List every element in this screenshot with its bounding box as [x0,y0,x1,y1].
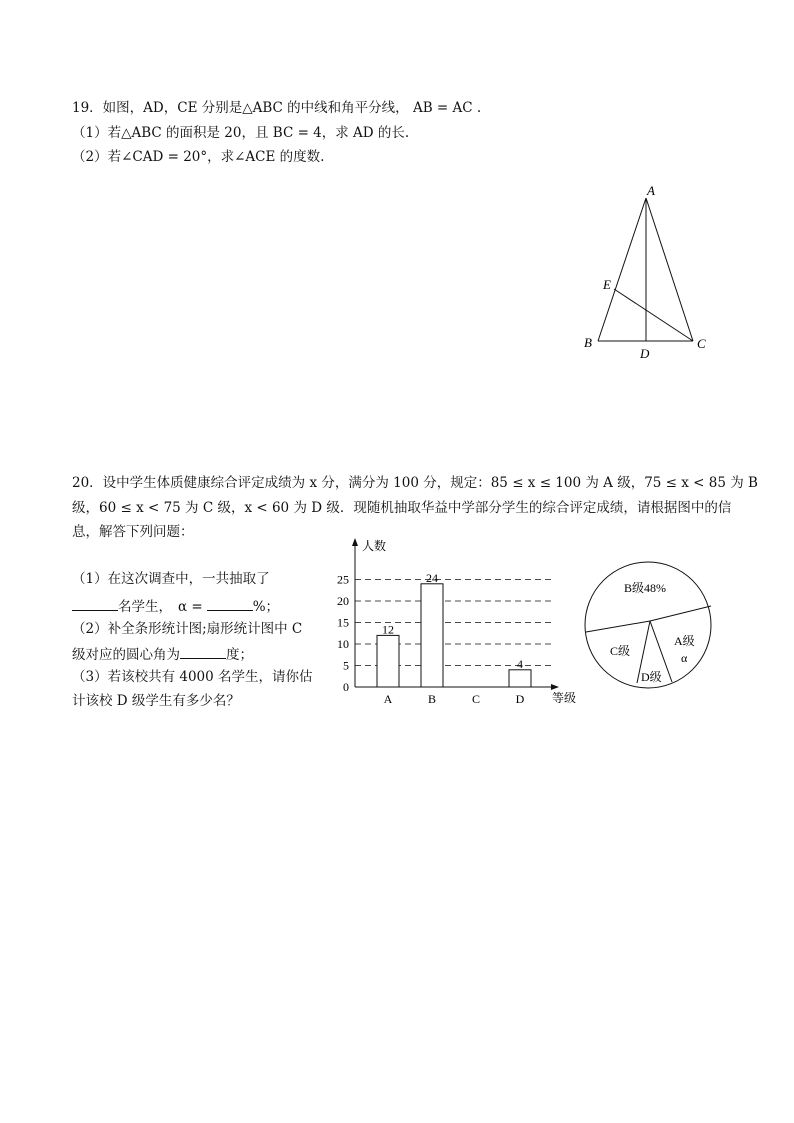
q19-line2: （1）若△ABC 的面积是 20，且 BC = 4，求 AD 的长. [72,125,410,141]
y-axis-arrow [352,538,358,546]
q19-line3: （2）若∠CAD = 20°，求∠ACE 的度数. [72,149,325,165]
q20-sub1-line [72,596,279,616]
q19-line1: 19．如图，AD，CE 分别是△ABC 的中线和角平分线， AB = AC . [72,100,482,116]
q20-sub2-line [72,644,253,664]
q20-sub2a: （2）补全条形统计图;扇形统计图中 C [72,621,303,637]
q20-sub1d: %； [252,599,280,615]
side-ac [646,198,693,341]
y-tick-label: 0 [343,680,349,694]
label-e: E [603,277,611,292]
bar [421,584,443,687]
label-b: B [584,335,592,350]
q20-line3: 息，解答下列问题： [72,524,194,540]
q20-sub1c: α = [178,599,203,615]
q20-sub2b: 级对应的圆心角为 [72,647,180,663]
pie-label-c: C级 [610,644,631,658]
side-ab [598,198,646,341]
x-tick-label: A [383,692,393,706]
x-tick-label: B [427,692,437,706]
label-d: D [640,346,650,361]
q20-sub3b: 计该校 D 级学生有多少名？ [72,693,240,709]
data-label: 12 [382,622,394,637]
q20-sub1b: 名学生， [118,599,172,615]
q20-sub2c: 度； [226,647,253,663]
pie-label-a: A级 [674,634,695,648]
pie-label-b: B级48% [624,581,667,595]
pie-label-alpha: α [681,651,688,665]
answer-blank-alpha[interactable] [207,596,253,611]
pie-chart [582,558,717,693]
label-a: A [647,183,655,198]
q20-sub3a: （3）若该校共有 4000 名学生，请你估 [72,669,313,685]
y-axis-title: 人数 [362,539,387,553]
y-tick-label: 25 [337,572,349,587]
answer-blank-count[interactable] [72,596,118,611]
answer-blank-angle[interactable] [180,644,226,659]
pie-label-d: D级 [641,670,662,684]
y-tick-label: 15 [337,615,349,630]
data-label: 24 [426,570,438,585]
y-tick-label: 20 [337,594,349,608]
y-tick-label: 10 [337,637,349,651]
triangle-figure [576,178,716,363]
bisector-ce [614,289,693,341]
q20-sub1a: （1）在这次调查中，一共抽取了 [72,571,270,587]
x-tick-label: C [471,692,481,706]
x-axis-title: 等级 [552,691,577,705]
bar [509,670,531,687]
y-tick-label: 5 [343,658,349,673]
x-tick-label: D [515,692,525,706]
q20-line2: 级，60 ≤ x < 75 为 C 级，x < 60 为 D 级．现随机抽取华益中学部分学生的综合评定成绩，请根据图中的信 [72,500,732,516]
x-axis-arrow [551,684,559,690]
q20-line1: 20．设中学生体质健康综合评定成绩为 x 分，满分为 100 分，规定：85 ≤ x ≤ 100 为 A 级，75 ≤ x < 85 为 B [72,475,758,491]
label-c: C [697,336,706,351]
bar [377,635,399,687]
data-label: 4 [517,656,523,671]
bar-chart [330,532,590,712]
